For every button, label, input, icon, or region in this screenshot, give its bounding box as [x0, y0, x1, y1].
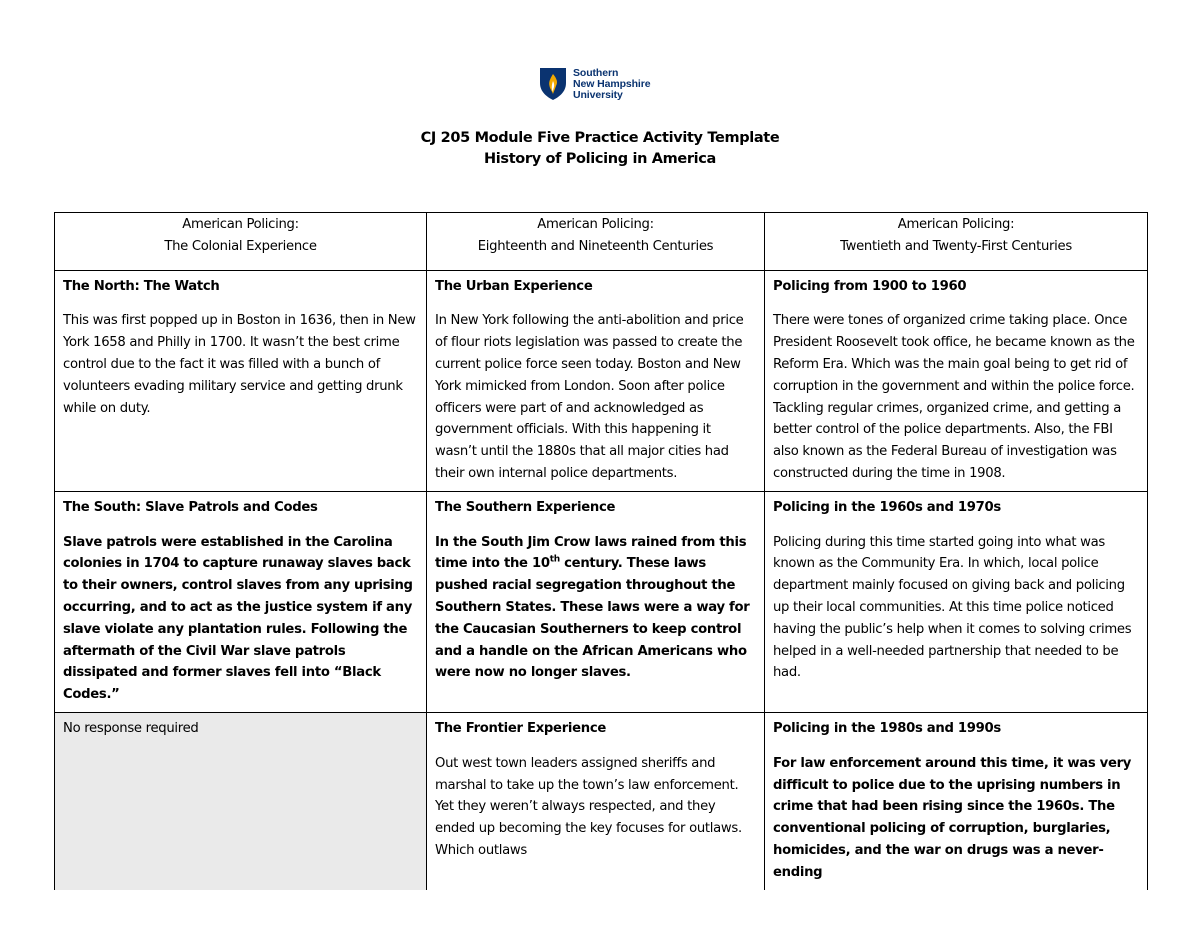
- cell-title: Policing in the 1960s and 1970s: [773, 499, 1001, 515]
- cell-title: The South: Slave Patrols and Codes: [63, 499, 318, 515]
- logo-line-3: University: [573, 88, 623, 101]
- cell-body: Out west town leaders assigned sheriffs and marshal to take up the town’s law enforcement. Yet they weren’t always respected, and they ended up becoming the key focuses for outlaws. Which outlaws: [435, 755, 742, 858]
- cell-1960s-1970s: [765, 491, 1148, 712]
- table-row: [55, 491, 1148, 712]
- cell-title: Policing in the 1980s and 1990s: [773, 720, 1001, 736]
- table-row: [55, 712, 1148, 889]
- cell-1980s-1990s: [765, 712, 1148, 889]
- header-subline: Eighteenth and Nineteenth Centuries: [477, 238, 714, 254]
- header-subline: Twentieth and Twenty-First Centuries: [840, 238, 1072, 254]
- cell-title: The Frontier Experience: [435, 720, 607, 736]
- cell-body-part-2: century. These laws pushed racial segregation throughout the Southern States. These laws were a way for the Caucasian Southerners to keep control and a handle on the African Americans who were now no longer slaves.: [435, 556, 750, 681]
- cell-title: Policing from 1900 to 1960: [773, 278, 967, 294]
- cell-body: Slave patrols were established in the Carolina colonies in 1704 to capture runaway slaves back to their owners, control slaves from any uprising occurring, and to act as the justice system if any slave violate any plantation rules. Following the aftermath of the Civil War slave patrols dissipated and former slaves fell into “Black Codes.”: [63, 534, 413, 703]
- cell-body: There were tones of organized crime taking place. Once President Roosevelt took office, he became known as the Reform Era. Which was the main goal being to get rid of corruption in the government and within the police force. Tackling regular crimes, organized crime, and getting a better control of the police departments. Also, the FBI also known as the Federal Bureau of investigation was constructed during the time in 1908.: [773, 313, 1135, 481]
- title-line-2: History of Policing in America: [484, 151, 716, 167]
- header-20th-21st: [765, 213, 1148, 271]
- logo-line-1: Southern: [573, 66, 619, 79]
- cell-body-part-1: In the South Jim Crow laws rained from this time into the 10: [435, 534, 747, 572]
- policing-history-table: [54, 212, 1148, 890]
- cell-urban-experience: [427, 270, 765, 491]
- cell-note: No response required: [63, 720, 199, 736]
- superscript-th: th: [549, 554, 560, 565]
- cell-southern-experience: [427, 491, 765, 712]
- table-header-row: [55, 213, 1148, 271]
- title-line-1: CJ 205 Module Five Practice Activity Template: [420, 130, 780, 146]
- cell-body: For law enforcement around this time, it was very difficult to police due to the uprising numbers in crime that had been rising since the 1960s. The conventional policing of corruption, burglaries, homicides, and the war on drugs was a never-ending: [773, 755, 1132, 880]
- cell-body: Policing during this time started going into what was known as the Community Era. In which, local police department mainly focused on giving back and policing up their local communities. At this time police noticed having the public’s help when it comes to solving crimes helped in a well-needed partnership that needed to be had.: [773, 534, 1132, 681]
- cell-no-response: [55, 712, 427, 889]
- header-line: American Policing:: [182, 217, 299, 232]
- cell-body: In New York following the anti-abolition and price of flour riots legislation was passed to create the current police force seen today. Boston and New York mimicked from London. Soon after police officers were part of and acknowledged as government officials. With this happening it wasn’t until the 1880s that all major cities had their own internal police departments.: [435, 313, 744, 481]
- cell-title: The Southern Experience: [435, 499, 616, 515]
- table-row: [55, 270, 1148, 491]
- cell-body: [435, 535, 749, 681]
- cell-north-watch: [55, 270, 427, 491]
- cell-title: The Urban Experience: [435, 278, 593, 294]
- header-subline: The Colonial Experience: [164, 238, 317, 254]
- cell-frontier-experience: [427, 712, 765, 889]
- cell-body: This was first popped up in Boston in 1636, then in New York 1658 and Philly in 1700. It wasn’t the best crime control due to the fact it was filled with a bunch of volunteers evading military service and getting drunk while on duty.: [63, 313, 416, 416]
- header-line: American Policing:: [897, 217, 1015, 232]
- header-colonial: [55, 213, 427, 271]
- cell-1900-1960: [765, 270, 1148, 491]
- header-18th-19th: [427, 213, 765, 271]
- logo-line-2: New Hampshire: [573, 77, 651, 90]
- cell-title: The North: The Watch: [63, 278, 220, 294]
- cell-south-slave-patrols: [55, 491, 427, 712]
- header-line: American Policing:: [537, 217, 654, 232]
